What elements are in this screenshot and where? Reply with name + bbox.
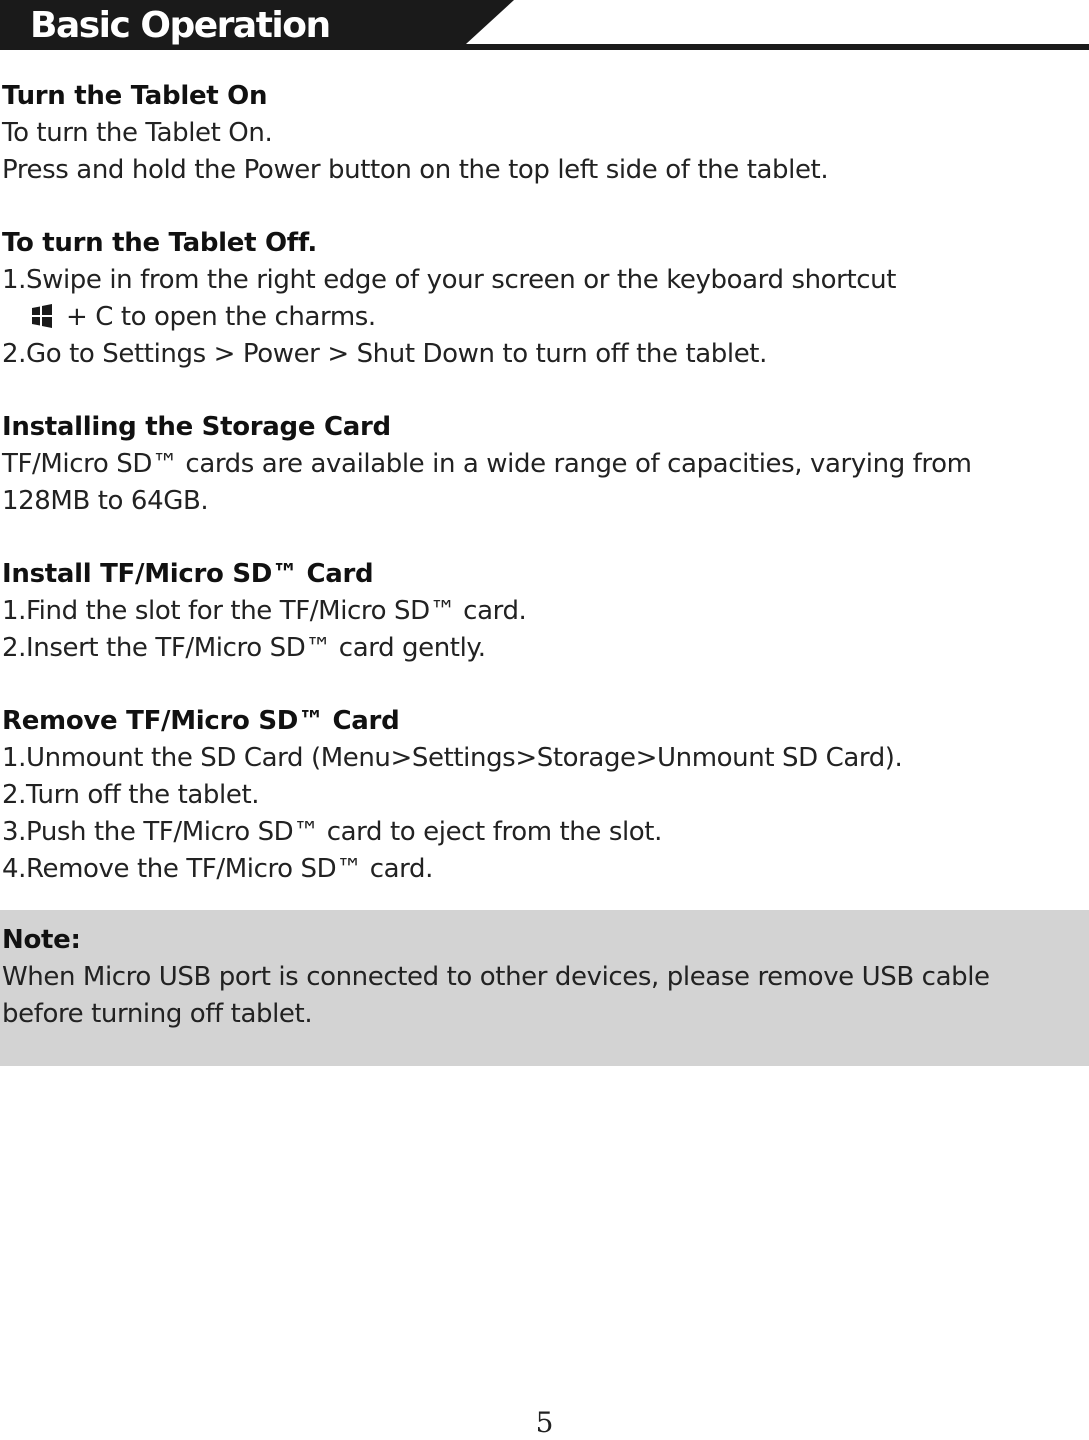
main-content [2,78,1082,924]
page-title: Basic Operation [30,5,330,46]
body-line: 2.Turn off the tablet. [2,780,260,810]
body-line: 1.Unmount the SD Card (Menu>Settings>Storage>Unmount SD Card). [2,743,903,773]
body-line-text: + C to open the charms. [66,302,376,332]
section-install-card [2,556,1082,667]
section-heading: To turn the Tablet Off. [2,228,317,258]
body-line: 2.Insert the TF/Micro SD™ card gently. [2,633,486,663]
body-line: 1.Swipe in from the right edge of your screen or the keyboard shortcut [2,265,897,295]
windows-logo-icon [32,304,52,328]
note-box [0,910,1089,1066]
body-line: 2.Go to Settings > Power > Shut Down to turn off the tablet. [2,339,767,369]
note-line: When Micro USB port is connected to other devices, please remove USB cable [2,962,990,992]
section-heading: Installing the Storage Card [2,412,391,442]
section-remove-card [2,703,1082,888]
section-storage-card [2,409,1082,520]
body-line: 128MB to 64GB. [2,486,209,516]
note-content [2,922,1082,1033]
header-banner [0,0,1089,52]
note-heading: Note: [2,925,81,955]
section-heading: Turn the Tablet On [2,81,268,111]
section-heading: Remove TF/Micro SD™ Card [2,706,400,736]
body-line: 4.Remove the TF/Micro SD™ card. [2,854,433,884]
note-line: before turning off tablet. [2,999,313,1029]
body-line: 1.Find the slot for the TF/Micro SD™ card. [2,596,527,626]
body-line: To turn the Tablet On. [2,118,273,148]
body-line: 3.Push the TF/Micro SD™ card to eject from the slot. [2,817,662,847]
section-turn-on [2,78,1082,189]
section-heading: Install TF/Micro SD™ Card [2,559,374,589]
body-line: Press and hold the Power button on the top left side of the tablet. [2,155,829,185]
body-line-with-icon [2,299,1082,336]
page-number: 5 [535,1406,554,1439]
body-line: TF/Micro SD™ cards are available in a wide range of capacities, varying from [2,449,972,479]
section-turn-off [2,225,1082,373]
